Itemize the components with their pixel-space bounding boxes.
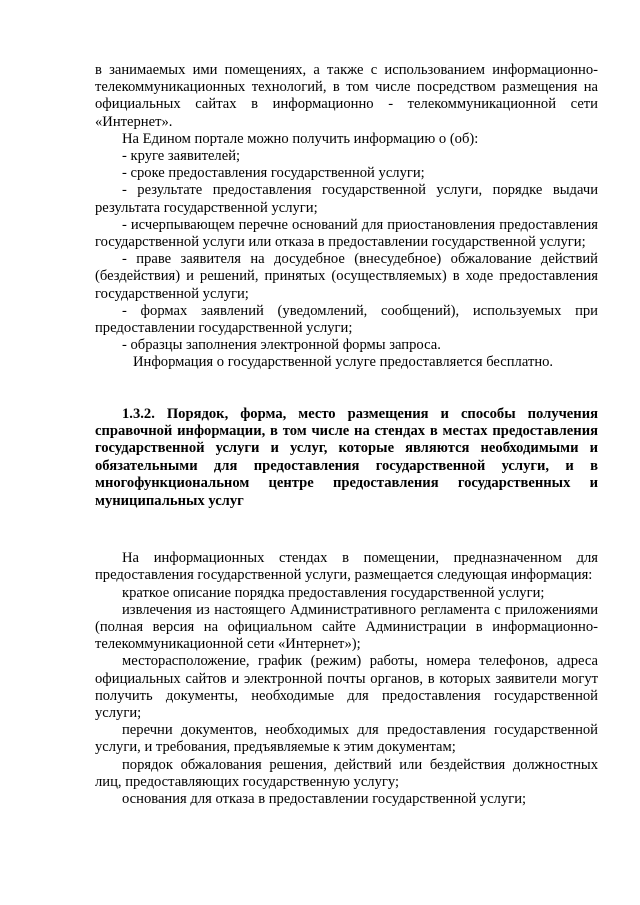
- section-heading: 1.3.2. Порядок, форма, место размещения и способы получения справочной информации, в том числе на стендах в местах предоставления государственной услуги и услуг, которые являются необходимыми и обязательными для предоставления государственной услуги, и в многофункциональном центре предоставления государственных и муниципальных услуг: [95, 405, 598, 509]
- document-body: [95, 62, 598, 808]
- list-item: извлечения из настоящего Административного регламента с приложениями (полная версия на официальном сайте Администрации в информационно-телекоммуникационной сети «Интернет»);: [95, 601, 598, 653]
- list-item: - сроке предоставления государственной услуги;: [122, 165, 425, 182]
- portal-info-list: [95, 148, 598, 354]
- list-item: краткое описание порядка предоставления государственной услуги;: [122, 584, 545, 601]
- list-item: перечни документов, необходимых для предоставления государственной услуги, и требования, предъявляемые к этим документам;: [95, 722, 598, 756]
- list-item: порядок обжалования решения, действий или бездействия должностных лиц, предоставляющих государственную услугу;: [95, 756, 598, 790]
- portal-intro: На Едином портале можно получить информацию о (об):: [122, 130, 479, 147]
- list-item: - исчерпывающем перечне оснований для приостановления предоставления государственной услуги или отказа в предоставлении государственной услуги;: [95, 216, 598, 251]
- stands-info-list: [95, 585, 598, 809]
- intro-paragraph: в занимаемых ими помещениях, а также с использованием информационно-телекоммуникационных технологий, в том числе посредством размещения на официальных сайтах в информационно - телекоммуникационной сети «Интернет».: [95, 62, 598, 130]
- list-item: - формах заявлений (уведомлений, сообщений), используемых при предоставлении государственной услуги;: [95, 302, 598, 337]
- list-item: месторасположение, график (режим) работы, номера телефонов, адреса официальных сайтов и электронной почты органов, в которых заявители могут получить документы, необходимые для предоставления государственной услуги;: [95, 653, 598, 721]
- free-note: Информация о государственной услуге предоставляется бесплатно.: [133, 354, 554, 371]
- list-item: - круге заявителей;: [122, 148, 241, 165]
- list-item: основания для отказа в предоставлении государственной услуги;: [122, 790, 527, 807]
- stands-intro: На информационных стендах в помещении, предназначенном для предоставления государственной услуги, размещается следующая информация:: [95, 550, 598, 584]
- list-item: - праве заявителя на досудебное (внесудебное) обжалование действий (бездействия) и решений, принятых (осуществляемых) в ходе предоставления государственной услуги;: [95, 251, 598, 302]
- list-item: - образцы заполнения электронной формы запроса.: [122, 337, 441, 354]
- list-item: - результате предоставления государственной услуги, порядке выдачи результата государственной услуги;: [95, 182, 598, 216]
